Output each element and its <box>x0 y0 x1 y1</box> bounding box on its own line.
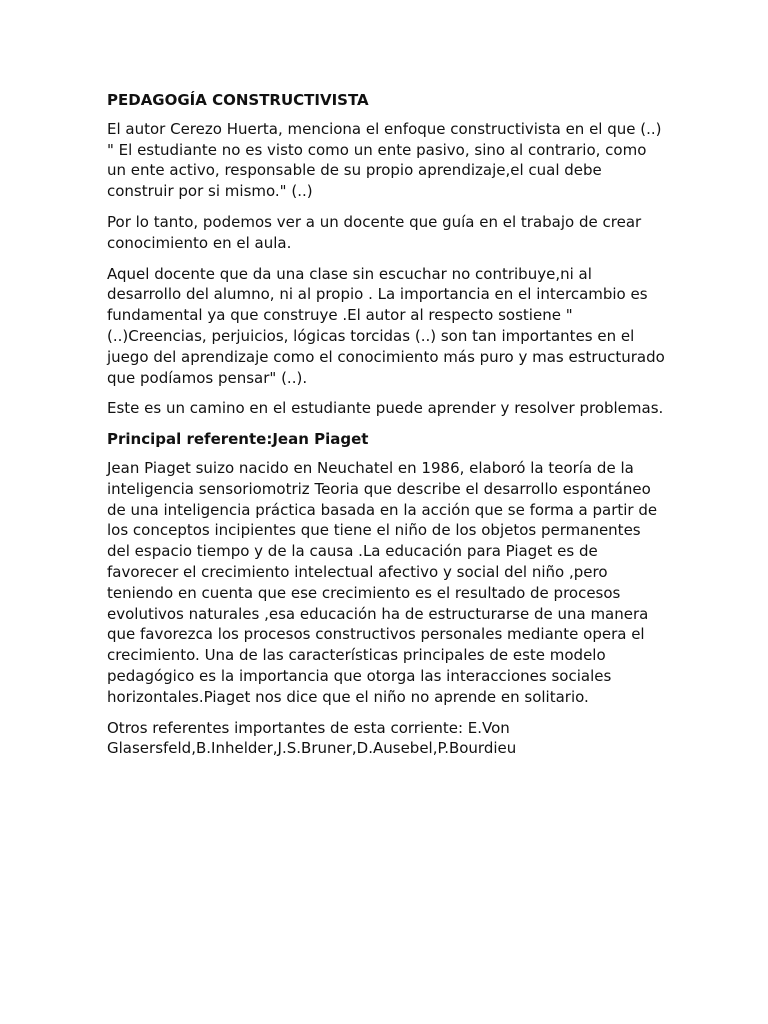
paragraph-camino: Este es un camino en el estudiante puede aprender y resolver problemas. <box>107 399 664 418</box>
paragraph-otros-referentes: Otros referentes importantes de esta corriente: E.Von Glasersfeld,B.Inhelder,J.S.Bruner,D.Ausebel,P.Bourdieu <box>107 718 517 758</box>
document-page <box>107 88 667 769</box>
section-heading-piaget: Principal referente:Jean Piaget <box>107 430 369 449</box>
paragraph-docente-escuchar: Aquel docente que da una clase sin escuchar no contribuye,ni al desarrollo del alumno, ni al propio . La importancia en el intercambio es fundamental ya que construye .El autor al respecto sostiene "(..)Creencias, perjuicios, lógicas torcidas (..) son tan importantes en el juego del aprendizaje como el conocimiento más puro y mas estructurado que podíamos pensar" (..). <box>107 264 665 387</box>
document-title: PEDAGOGÍA CONSTRUCTIVISTA <box>107 91 369 109</box>
paragraph-piaget: Jean Piaget suizo nacido en Neuchatel en 1986, elaboró la teoría de la inteligencia sensoriomotriz Teoria que describe el desarrollo espontáneo de una inteligencia práctica basada en la acción que se forma a partir de los conceptos incipientes que tiene el niño de los objetos permanentes del espacio tiempo y de la causa .La educación para Piaget es de favorecer el crecimiento intelectual afectivo y social del niño ,pero teniendo en cuenta que ese crecimiento es el resultado de procesos evolutivos naturales ,esa educación ha de estructurarse de una manera que favorezca los procesos constructivos personales mediante opera el crecimiento. Una de las características principales de este modelo pedagógico es la importancia que otorga las interacciones sociales horizontales.Piaget nos dice que el niño no aprende en solitario. <box>107 458 658 706</box>
paragraph-cerezo-huerta: El autor Cerezo Huerta, menciona el enfoque constructivista en el que (..) " El estudiante no es visto como un ente pasivo, sino al contrario, como un ente activo, responsable de su propio aprendizaje,el cual debe construir por si mismo." (..) <box>107 119 662 201</box>
paragraph-docente-guia: Por lo tanto, podemos ver a un docente que guía en el trabajo de crear conocimiento en el aula. <box>107 212 642 252</box>
